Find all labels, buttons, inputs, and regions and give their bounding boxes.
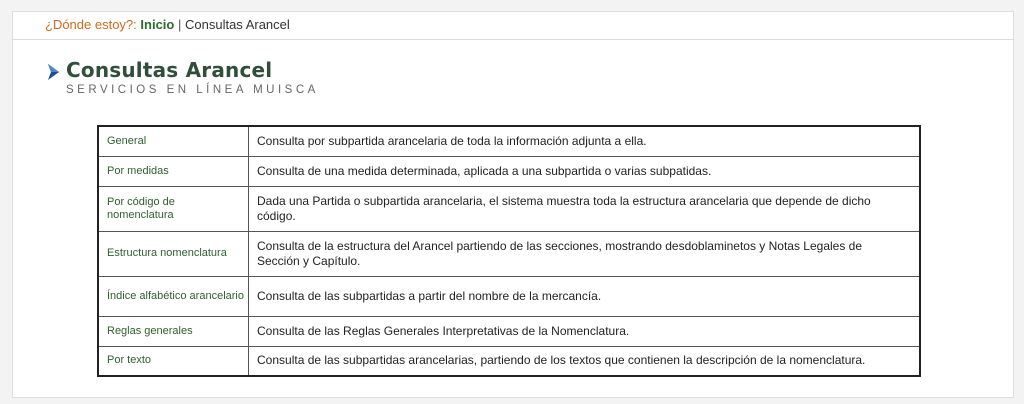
option-link-por-texto[interactable]: Por texto	[107, 354, 152, 367]
breadcrumb-prompt: ¿Dónde estoy?:	[45, 17, 137, 32]
consultas-table	[97, 125, 921, 377]
option-link-por-codigo[interactable]: Por código de nomenclatura	[107, 195, 175, 221]
breadcrumb-home-link[interactable]: Inicio	[140, 17, 175, 32]
option-cell	[98, 126, 249, 156]
page-subtitle: SERVICIOS EN LÍNEA MUISCA	[66, 84, 319, 96]
table-row	[98, 186, 920, 231]
content-frame	[12, 11, 1014, 398]
table-row	[98, 156, 920, 186]
option-cell	[98, 186, 249, 231]
description-cell: Consulta por subpartida arancelaria de toda la información adjunta a ella.	[249, 126, 921, 156]
option-link-general[interactable]: General	[107, 134, 147, 147]
description-cell: Consulta de las subpartidas arancelarias, partiendo de los textos que contienen la descripción de la nomenclatura.	[249, 346, 921, 376]
option-link-estructura[interactable]: Estructura nomenclatura	[107, 247, 227, 259]
table-row	[98, 231, 920, 276]
blue-arrow-icon	[47, 64, 59, 80]
option-cell	[98, 276, 249, 316]
option-link-reglas[interactable]: Reglas generales	[107, 324, 193, 337]
option-link-por-medidas[interactable]: Por medidas	[107, 164, 169, 177]
option-cell	[98, 231, 249, 276]
breadcrumb-current: Consultas Arancel	[185, 17, 290, 32]
table-row	[98, 346, 920, 376]
option-cell	[98, 316, 249, 346]
description-cell: Consulta de las subpartidas a partir del nombre de la mercancía.	[249, 276, 921, 316]
table-row	[98, 316, 920, 346]
option-cell	[98, 346, 249, 376]
description-cell: Consulta de las Reglas Generales Interpretativas de la Nomenclatura.	[249, 316, 921, 346]
page-title: Consultas Arancel	[66, 58, 273, 82]
table-row	[98, 276, 920, 316]
breadcrumb-separator: |	[177, 17, 182, 32]
description-cell: Consulta de una medida determinada, aplicada a una subpartida o varias subpatidas.	[249, 156, 921, 186]
option-link-indice[interactable]: Índice alfabético arancelario	[107, 289, 244, 302]
table-row	[98, 126, 920, 156]
description-cell: Dada una Partida o subpartida arancelaria, el sistema muestra toda la estructura arancelaria que depende de dicho código.	[249, 186, 921, 231]
breadcrumb	[13, 12, 1013, 40]
description-cell: Consulta de la estructura del Arancel partiendo de las secciones, mostrando desdoblaminetos y Notas Legales de Sección y Capítulo.	[249, 231, 921, 276]
option-cell	[98, 156, 249, 186]
